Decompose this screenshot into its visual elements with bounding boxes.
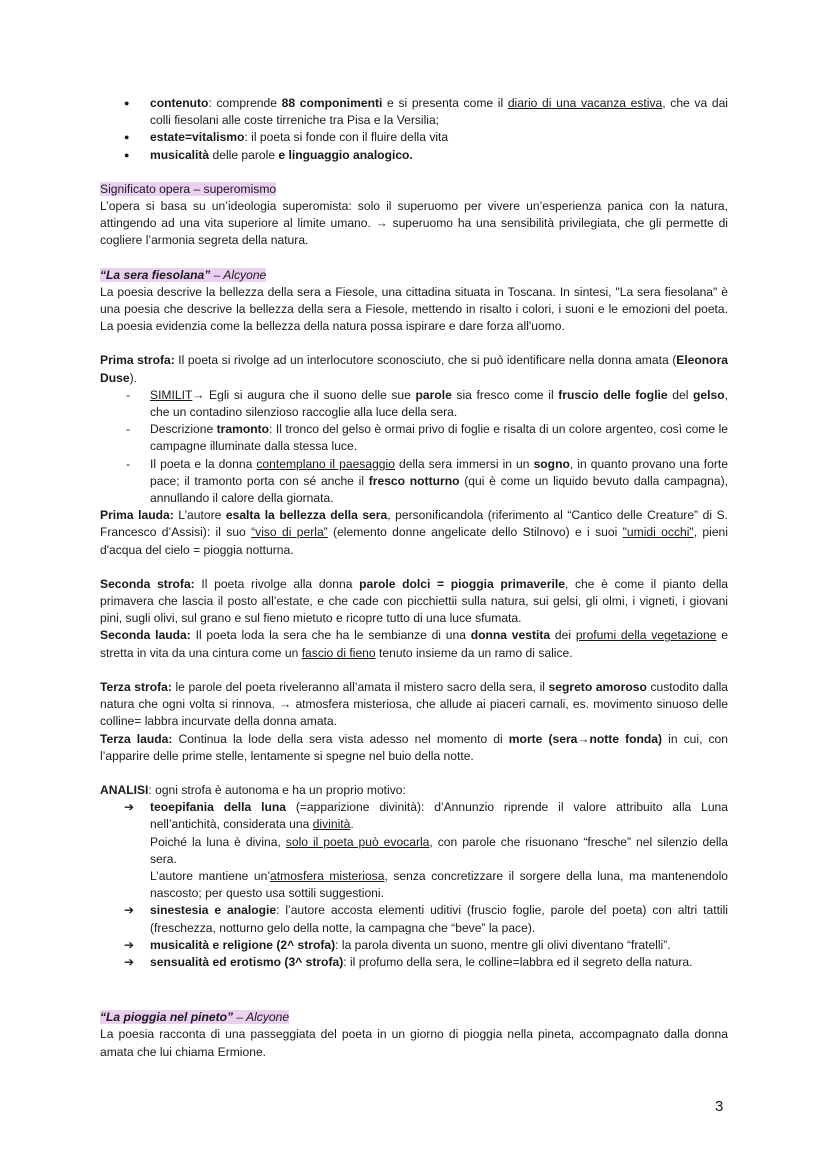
list-item: [100, 95, 728, 129]
section-heading: [100, 181, 728, 198]
list-item: ➔ sinestesia e analogie: l’autore accosta elementi uditivi (fruscio foglie, parole del poeta) con altri tattili (freschezza, notturno gelo della notte, la campagna che “beve” la pace).: [100, 902, 728, 936]
text: : comprende: [208, 96, 282, 110]
poem-title: “La sera fiesolana”: [100, 267, 211, 282]
term-bold: contenuto: [150, 96, 209, 110]
list-item: - SIMILIT→ Egli si augura che il suono delle sue parole sia fresco come il fruscio delle foglie del gelso, che un contadino silenzioso raccoglie alla luce della sera.: [100, 387, 728, 421]
poem-title: “La pioggia nel pineto”: [100, 1010, 234, 1025]
paragraph: Terza strofa: le parole del poeta riveleranno all’amata il mistero sacro della sera, il segreto amoroso custodito dalla natura che ogni volta si rinnova. → atmosfera misteriosa, che allude ai piaceri carnali, es. movimento sinuoso delle colline= labbra incurvate della donna amata.: [100, 679, 728, 729]
text: e si presenta come il: [382, 96, 508, 110]
list-item: ➔ teoepifania della luna (=apparizione divinità): d’Annunzio riprende il valore attribuito alla Luna nell’antichità, considerata una divinità. Poiché la luna è divina, solo il poeta può evocarla, con parole che risuonano “fresche” nel silenzio della sera. L’autore mantiene un’atmosfera misteriosa, senza concretizzare il sorgere della luna, ma mantenendolo nascosto; per questo usa sottili suggestioni.: [100, 799, 728, 902]
collection-name: – Alcyone: [233, 1010, 290, 1025]
paragraph: ANALISI: ogni strofa è autonoma e ha un proprio motivo:: [100, 782, 406, 797]
list-item: - Descrizione tramonto: Il tronco del gelso è ormai privo di foglie e risalta di un colore argenteo, così come le campagne illuminate dalla stessa luce.: [100, 421, 728, 455]
term-bold: 88 componimenti: [281, 96, 383, 110]
poem-heading: [100, 267, 728, 284]
list-item: [100, 147, 728, 164]
paragraph: L’opera si basa su un’ideologia superomista: solo il superuomo per vivere un’esperienza panica con la natura, attingendo ad una vita superiore al limite umano. → superuomo ha una sensibilità privilegiata, che gli permette di cogliere l’armonia segreta della natura.: [100, 199, 728, 248]
list-item: [100, 129, 728, 146]
paragraph: Prima strofa: Il poeta si rivolge ad un interlocutore sconosciuto, che si può identificare nella donna amata (Eleonora Duse).: [100, 353, 728, 385]
features-list: [100, 95, 728, 164]
term-bold: estate=vitalismo: [150, 130, 245, 145]
underlined-text: diario di una vacanza estiva: [507, 96, 663, 110]
text: , che va dai colli fiesolani alle coste tirreniche tra Pisa e la Versilia;: [150, 96, 728, 128]
paragraph: La poesia racconta di una passeggiata del poeta in un giorno di pioggia nella pineta, accompagnato dalla donna amata che lui chiama Ermione.: [100, 1027, 728, 1059]
page-number: 3: [715, 1098, 724, 1115]
paragraph: Seconda strofa: Il poeta rivolge alla donna parole dolci = pioggia primaverile, che è come il pianto della primavera che lascia il posto all’estate, e che cade con picchiettii sulla natura, sui gelsi, gli olmi, i vigneti, i giovani pini, sugli olivi, sul grano e sul fieno mietuto e ricopre tutto di una luce sfumata.: [100, 576, 728, 626]
label-bold: Prima strofa:: [100, 353, 175, 368]
paragraph: La poesia descrive la bellezza della sera a Fiesole, una cittadina situata in Toscana. In sintesi, "La sera fiesolana" è una poesia che descrive la bellezza della sera a Fiesole, mettendo in risalto i colori, i suoni e le emozioni del poeta. La poesia evidenzia come la bellezza della natura possa ispirare e dare forza all'uomo.: [100, 284, 728, 334]
text: : il poeta si fonde con il fluire della vita: [244, 130, 449, 145]
collection-name: – Alcyone: [210, 267, 267, 282]
paragraph: Prima lauda: L’autore esalta la bellezza della sera, personificandola (riferimento al “Cantico delle Creature” di S. Francesco d’Assisi): il suo “viso di perla” (elemento donne angelicate dello Stilnovo) e i suoi "umidi occhi", pieni d'acqua del cielo = pioggia notturna.: [100, 508, 728, 557]
list-item: ➔ musicalità e religione (2^ strofa): la parola diventa un suono, mentre gli olivi diventano “fratelli”.: [100, 937, 728, 954]
document-page: [100, 95, 728, 1061]
list-item: ➔ sensualità ed erotismo (3^ strofa): il profumo della sera, le colline=labbra ed il segreto della natura.: [100, 954, 728, 971]
term-bold: musicalità: [150, 147, 210, 162]
paragraph: Terza lauda: Continua la lode della sera vista adesso nel momento di morte (sera→notte fonda) in cui, con l’apparire delle prime stelle, lentamente si spegne nel buio della notte.: [100, 731, 729, 763]
poem-heading: [100, 1009, 728, 1026]
strophe-list: [100, 387, 728, 507]
term-bold: e linguaggio analogico.: [278, 147, 413, 162]
analysis-list: [100, 799, 728, 971]
text: delle parole: [209, 147, 279, 162]
list-item: - Il poeta e la donna contemplano il paesaggio della sera immersi in un sogno, in quanto provano una forte pace; il tramonto porta con sé anche il fresco notturno (qui è come un liquido bevuto dalla campagna), annullando il calore della giornata.: [100, 456, 728, 508]
paragraph: Seconda lauda: Il poeta loda la sera che ha le sembianze di una donna vestita dei profumi della vegetazione e stretta in vita da una cintura come un fascio di fieno tenuto insieme da un ramo di salice.: [100, 628, 728, 660]
highlighted-heading: Significato opera – superomismo: [100, 181, 277, 196]
